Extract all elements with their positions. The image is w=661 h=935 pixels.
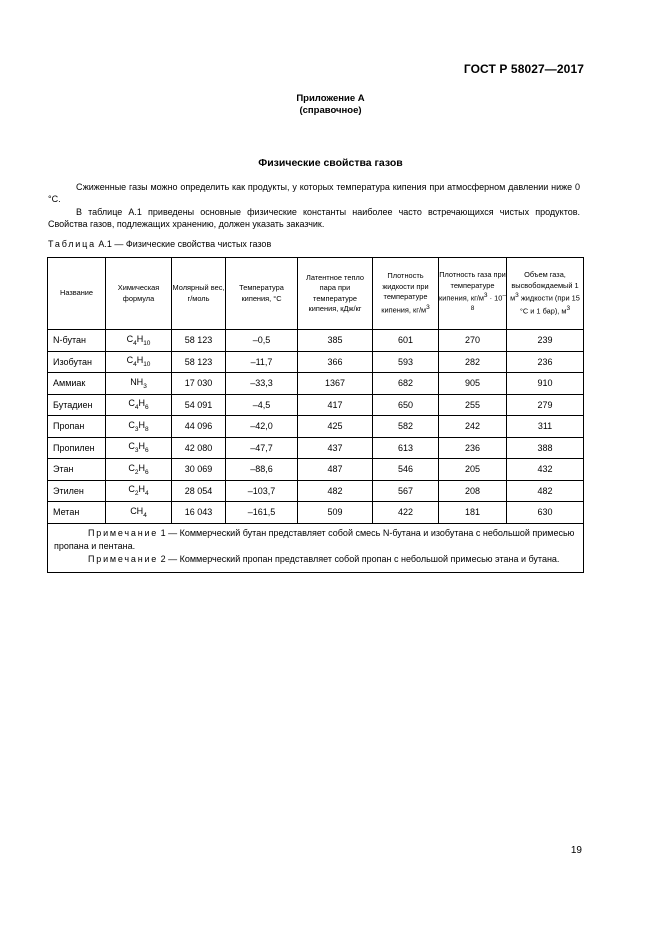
cell-latent-heat: 509 [298,502,373,524]
header-latent-heat: Латентное тепло пара при температуре кипения, кДж/кг [298,258,373,330]
cell-gas-volume: 279 [507,394,584,416]
cell-name: Аммиак [48,373,106,395]
table-notes-row [48,523,584,572]
cell-gas-density: 181 [439,502,507,524]
cell-boiling-temp: –0,5 [226,330,298,352]
cell-gas-volume: 388 [507,437,584,459]
cell-molar-weight: 17 030 [172,373,226,395]
cell-gas-volume: 432 [507,459,584,481]
cell-liquid-density: 422 [373,502,439,524]
cell-formula: $C_4H_6$ [106,394,172,416]
cell-name: Пропан [48,416,106,438]
table-row [48,330,584,352]
cell-latent-heat: 425 [298,416,373,438]
cell-formula: $C_3H_6$ [106,437,172,459]
cell-latent-heat: 385 [298,330,373,352]
cell-latent-heat: 1367 [298,373,373,395]
cell-formula: $C_3H_8$ [106,416,172,438]
page-number: 19 [570,845,582,856]
cell-gas-density: 282 [439,351,507,373]
cell-liquid-density: 613 [373,437,439,459]
cell-boiling-temp: –161,5 [226,502,298,524]
cell-formula: $NH_3$ [106,373,172,395]
table-row [48,480,584,502]
cell-name: Пропилен [48,437,106,459]
gas-properties-table [47,257,584,573]
cell-name: Бутадиен [48,394,106,416]
cell-gas-volume: 910 [507,373,584,395]
cell-liquid-density: 601 [373,330,439,352]
section-title: Физические свойства газов [258,157,403,169]
cell-formula: $C_4H_{10}$ [106,330,172,352]
appendix-heading [0,93,661,117]
header-liquid-density: Плотность жидкости при температуре кипения, $кг/м^3$ [373,258,439,330]
paragraph-text: Сжиженные газы можно определить как продукты, у которых температура кипения при атмосферном давлении ниже 0 °С. [48,182,580,204]
cell-name: N-бутан [48,330,106,352]
cell-gas-density: 205 [439,459,507,481]
cell-latent-heat: 437 [298,437,373,459]
cell-gas-volume: 630 [507,502,584,524]
cell-gas-density: 255 [439,394,507,416]
cell-formula: $CH_4$ [106,502,172,524]
cell-gas-density: 242 [439,416,507,438]
cell-formula: $C_2H_4$ [106,480,172,502]
cell-boiling-temp: –42,0 [226,416,298,438]
cell-gas-volume: 311 [507,416,584,438]
cell-liquid-density: 567 [373,480,439,502]
cell-boiling-temp: –4,5 [226,394,298,416]
table-row [48,394,584,416]
table-caption-text: А.1 — Физические свойства чистых газов [95,239,272,249]
cell-boiling-temp: –11,7 [226,351,298,373]
cell-latent-heat: 366 [298,351,373,373]
standard-code: ГОСТ Р 58027—2017 [463,62,584,76]
cell-name: Этан [48,459,106,481]
cell-liquid-density: 593 [373,351,439,373]
table-header-row [48,258,584,330]
cell-gas-density: 270 [439,330,507,352]
cell-boiling-temp: –103,7 [226,480,298,502]
cell-formula: $C_2H_6$ [106,459,172,481]
cell-molar-weight: 16 043 [172,502,226,524]
cell-name: Этилен [48,480,106,502]
header-gas-volume: Объем газа, высвобождаемый 1 $м^3$ жидкости (при 15 °С и 1 бар), $м^3$ [507,258,584,330]
cell-liquid-density: 682 [373,373,439,395]
header-gas-density: Плотность газа при температуре кипения, $кг/м^3 \cdot 10^{-8}$ [439,258,507,330]
paragraph-liquefied-gases [48,182,580,205]
table-row [48,459,584,481]
header-boiling-temp: Температура кипения, °С [226,258,298,330]
cell-gas-volume: 236 [507,351,584,373]
header-name: Название [48,258,106,330]
cell-gas-volume: 482 [507,480,584,502]
note-1: Примечание 1 — Коммерческий бутан представляет собой смесь N-бутана и изобутана с небольшой примесью пропана и пентана. [54,527,575,551]
table-row [48,437,584,459]
table-row [48,502,584,524]
cell-gas-density: 905 [439,373,507,395]
cell-molar-weight: 54 091 [172,394,226,416]
table-row [48,416,584,438]
cell-latent-heat: 417 [298,394,373,416]
note-2: Примечание 2 — Коммерческий пропан представляет собой пропан с небольшой примесью этана и бутана. [88,553,560,564]
cell-molar-weight: 58 123 [172,351,226,373]
cell-liquid-density: 582 [373,416,439,438]
table-row [48,373,584,395]
header-molar-weight: Молярный вес, г/моль [172,258,226,330]
paragraph-text: В таблице А.1 приведены основные физические константы наиболее часто встречающихся чистых продуктов. Свойства газов, подлежащих хранению, должен указать заказчик. [48,207,580,229]
cell-gas-volume: 239 [507,330,584,352]
cell-boiling-temp: –88,6 [226,459,298,481]
cell-boiling-temp: –33,3 [226,373,298,395]
cell-boiling-temp: –47,7 [226,437,298,459]
cell-latent-heat: 487 [298,459,373,481]
paragraph-table-reference [48,207,580,230]
header-formula: Химическая формула [106,258,172,330]
table-caption [48,239,271,249]
cell-molar-weight: 28 054 [172,480,226,502]
cell-molar-weight: 58 123 [172,330,226,352]
cell-latent-heat: 482 [298,480,373,502]
table-row [48,351,584,373]
cell-molar-weight: 44 096 [172,416,226,438]
cell-molar-weight: 42 080 [172,437,226,459]
table-notes [48,523,584,572]
cell-liquid-density: 650 [373,394,439,416]
cell-formula: $C_4H_{10}$ [106,351,172,373]
table-caption-label: Таблица [48,239,96,249]
cell-liquid-density: 546 [373,459,439,481]
cell-gas-density: 208 [439,480,507,502]
cell-name: Изобутан [48,351,106,373]
appendix-title: Приложение А [296,93,365,104]
cell-gas-density: 236 [439,437,507,459]
appendix-subtitle: (справочное) [299,105,362,116]
cell-molar-weight: 30 069 [172,459,226,481]
cell-name: Метан [48,502,106,524]
